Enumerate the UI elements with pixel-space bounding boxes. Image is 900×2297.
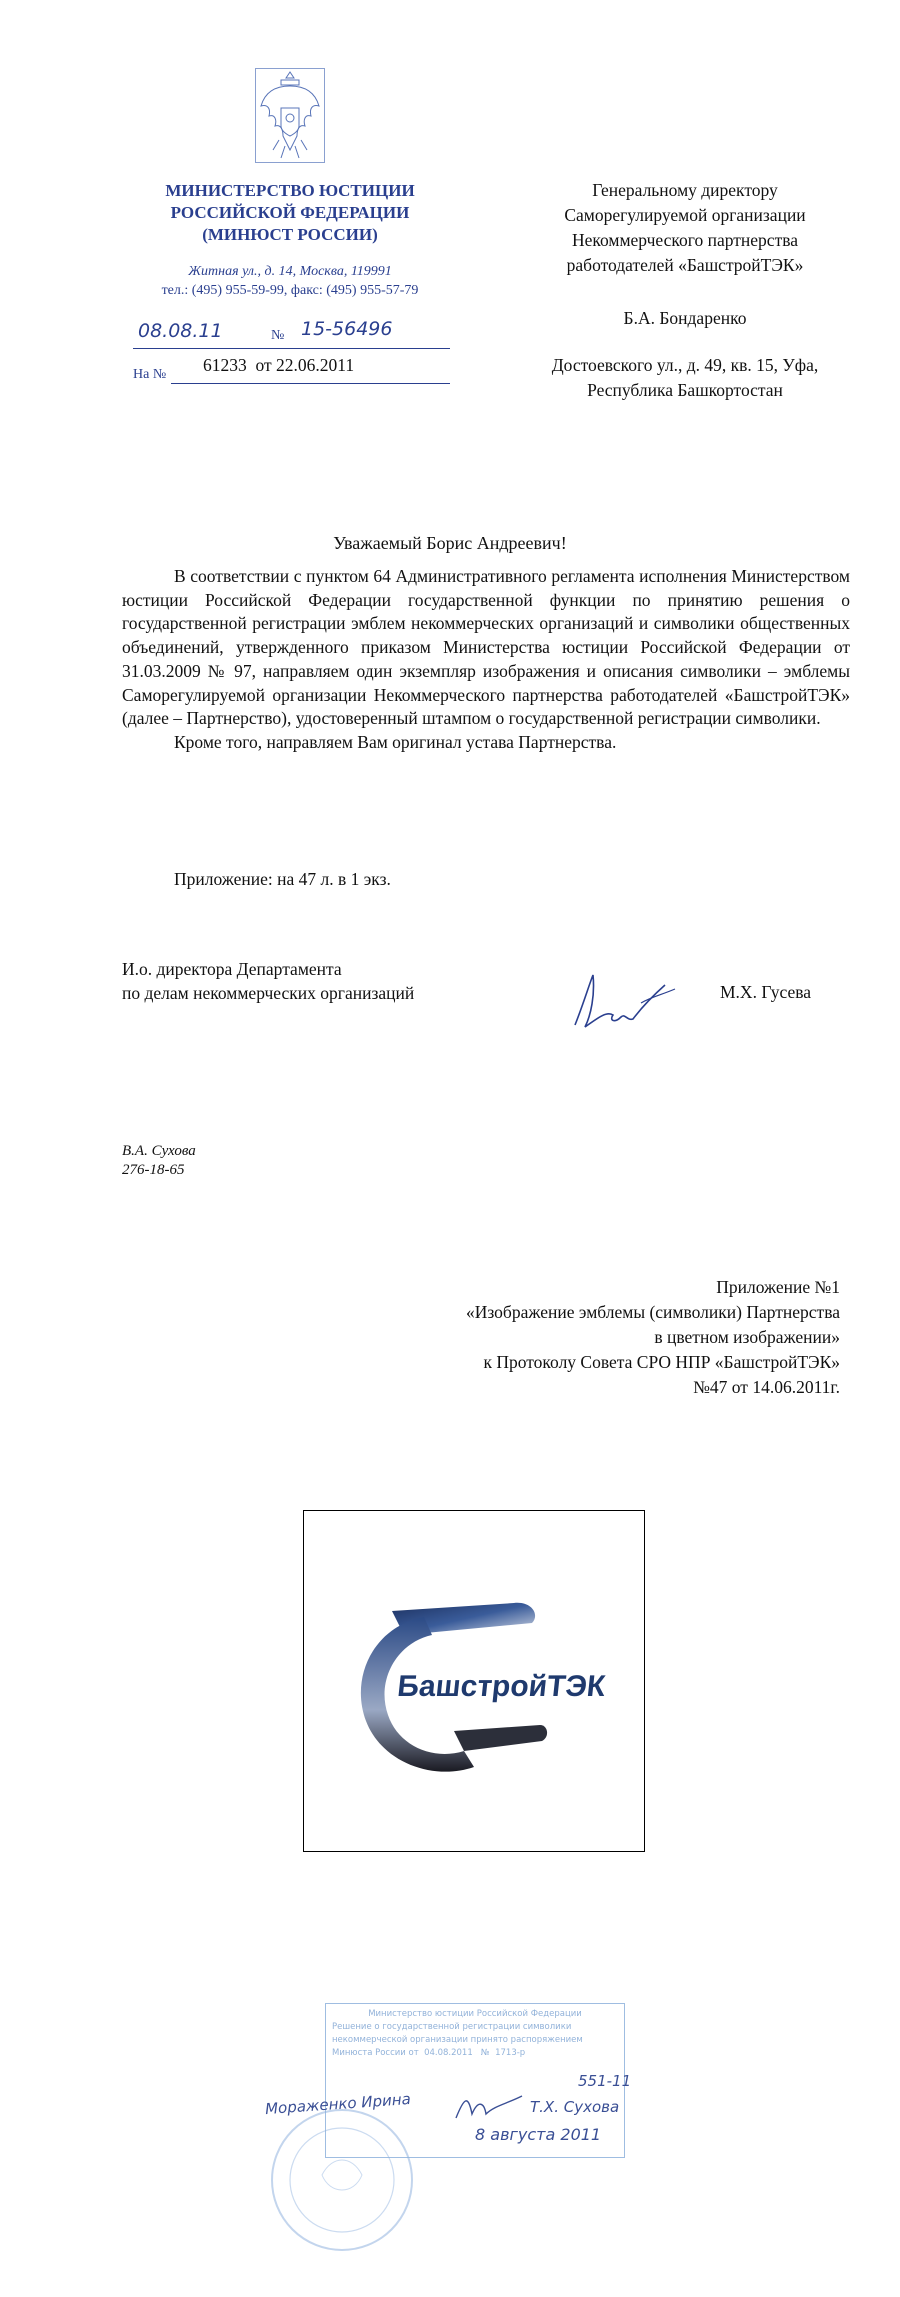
outgoing-reg-line bbox=[133, 318, 450, 349]
stamp-number: 551-11 bbox=[578, 2072, 632, 2090]
recipient-line: Саморегулируемой организации bbox=[564, 205, 806, 225]
executor-name: В.А. Сухова bbox=[122, 1143, 196, 1159]
stamp-line: Решение о государственной регистрации символики bbox=[332, 2022, 572, 2032]
stamp-signature-image bbox=[450, 2088, 530, 2128]
stamp-line: Министерство юстиции Российской Федерации bbox=[368, 2009, 582, 2019]
reply-to-value: 61233 от 22.06.2011 bbox=[203, 355, 355, 375]
reply-to-label: На № bbox=[133, 367, 167, 382]
annex-header bbox=[340, 1275, 840, 1400]
stamp-signer: Т.Х. Сухова bbox=[530, 2098, 620, 2116]
paragraph: Кроме того, направляем Вам оригинал устава Партнерства. bbox=[174, 731, 617, 752]
recipient-address: Достоевского ул., д. 49, кв. 15, Уфа, bbox=[551, 355, 819, 375]
outgoing-number: 15-56496 bbox=[301, 318, 393, 340]
emblem-text: БашстройТЭК bbox=[395, 1670, 607, 1703]
letter-body bbox=[122, 565, 850, 755]
outgoing-number-label: № bbox=[271, 328, 285, 343]
position-line: по делам некоммерческих организаций bbox=[122, 983, 415, 1003]
signature-image bbox=[555, 945, 695, 1035]
annex-line: к Протоколу Совета СРО НПР «БашстройТЭК» bbox=[483, 1352, 840, 1372]
reply-to-line bbox=[133, 353, 450, 383]
recipient-line: Некоммерческого партнерства bbox=[571, 230, 799, 250]
signatory-position bbox=[122, 957, 414, 1005]
stamp-handwritten-date: 8 августа 2011 bbox=[475, 2125, 602, 2144]
stamp-line: Минюста России от 04.08.2011 № 1713-р bbox=[332, 2048, 526, 2058]
executor-block bbox=[122, 1142, 196, 1180]
annex-line: Приложение №1 bbox=[716, 1277, 840, 1297]
coat-of-arms-icon bbox=[255, 68, 325, 163]
signatory-name: М.Х. Гусева bbox=[720, 982, 812, 1002]
attachment-note: Приложение: на 47 л. в 1 экз. bbox=[174, 869, 391, 889]
ministry-line1: МИНИСТЕРСТВО ЮСТИЦИИ bbox=[165, 181, 415, 200]
emblem-frame bbox=[303, 1510, 645, 1852]
phones-line: тел.: (495) 955-59-99, факс: (495) 955-57-79 bbox=[161, 283, 419, 298]
recipient-address: Республика Башкортостан bbox=[587, 380, 783, 400]
address-line: Житная ул., д. 14, Москва, 119991 bbox=[188, 264, 392, 279]
annex-line: №47 от 14.06.2011г. bbox=[693, 1377, 840, 1397]
stamp-line: некоммерческой организации принято распоряжением bbox=[332, 2035, 583, 2045]
ministry-line3: (МИНЮСТ РОССИИ) bbox=[202, 225, 378, 244]
recipient-name: Б.А. Бондаренко bbox=[623, 308, 747, 328]
executor-phone: 276-18-65 bbox=[122, 1162, 185, 1178]
ministry-line2: РОССИЙСКОЙ ФЕДЕРАЦИИ bbox=[170, 203, 410, 222]
annex-line: в цветном изображении» bbox=[654, 1327, 840, 1347]
greeting: Уважаемый Борис Андреевич! bbox=[333, 533, 567, 553]
reply-to-underline bbox=[171, 383, 450, 384]
annex-line: «Изображение эмблемы (символики) Партнерства bbox=[465, 1302, 840, 1322]
recipient-block bbox=[505, 178, 865, 403]
paragraph: В соответствии с пунктом 64 Административного регламента исполнения Министерством юстиции Российской Федерации государственной функции по принятию решения о государственной регистрации эмблем некоммерческих организаций и символики общественных объединений, утвержденного приказом Министерства юстиции Российской Федерации от 31.03.2009 № 97, направляем один экземпляр изображения и описания символики – эмблемы Саморегулируемой организации Некоммерческого партнерства работодателей «БашстройТЭК» (далее – Партнерство), удостоверенный штампом о государственной регистрации символики. bbox=[122, 566, 850, 729]
stamp-handwritten-note: Мораженко Ирина bbox=[264, 2089, 412, 2119]
position-line: И.о. директора Департамента bbox=[122, 959, 342, 979]
recipient-line: работодателей «БашстройТЭК» bbox=[566, 255, 804, 275]
outgoing-date: 08.08.11 bbox=[138, 320, 223, 342]
recipient-line: Генеральному директору bbox=[592, 180, 778, 200]
ministry-name bbox=[140, 180, 440, 246]
emblem-logo-icon bbox=[304, 1511, 644, 1851]
ministry-address bbox=[130, 262, 450, 300]
